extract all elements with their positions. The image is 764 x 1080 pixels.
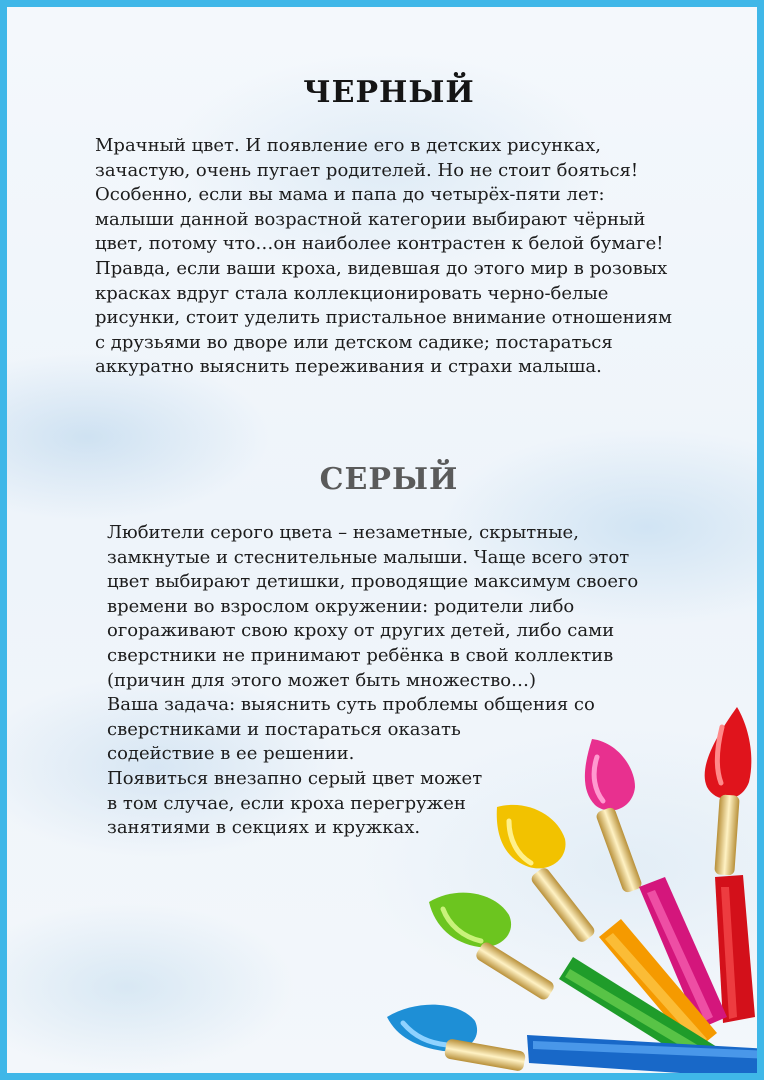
section-title-black: ЧЕРНЫЙ (303, 75, 475, 110)
text-line: малыши данной возрастной категории выбирают чёрный (95, 208, 646, 230)
text-line: времени во взрослом окружении: родители либо (107, 595, 575, 617)
section-text-black (95, 134, 672, 380)
text-line: Особенно, если вы мама и папа до четырёх-пяти лет: (95, 184, 605, 206)
text-line: рисунки, стоит уделить пристальное внимание отношениям (95, 307, 672, 329)
text-line: сверстниками и постараться оказать (107, 718, 461, 740)
text-line: цвет, потому что…он наиболее контрастен к белой бумаге! (95, 233, 664, 255)
red-brush-icon (705, 707, 755, 1023)
text-line: Ваша задача: выяснить суть проблемы общения со (107, 694, 595, 716)
text-line: аккуратно выяснить переживания и страхи малыша. (95, 356, 602, 378)
text-line: огораживают свою кроху от других детей, либо сами (107, 620, 615, 642)
text-line: цвет выбирают детишки, проводящие максимум своего (107, 571, 639, 593)
text-line: красках вдруг стала коллекционировать черно-белые (95, 282, 609, 304)
text-line: содействие в ее решении. (107, 743, 355, 765)
text-line: занятиями в секциях и кружках. (107, 817, 421, 839)
paintbrushes-icon (377, 687, 764, 1080)
text-line: Появиться внезапно серый цвет может (107, 767, 483, 789)
text-line: (причин для этого может быть множество…) (107, 669, 537, 691)
text-line: в том случае, если кроха перегружен (107, 792, 466, 814)
text-line: с друзьями во дворе или детском садике; постараться (95, 331, 613, 353)
text-line: Любители серого цвета – незаметные, скрытные, (107, 522, 579, 543)
text-line: замкнутые и стеснительные малыши. Чаще всего этот (107, 546, 630, 568)
text-line: зачастую, очень пугает родителей. Но не стоит бояться! (95, 159, 639, 181)
text-line: Мрачный цвет. И появление его в детских рисунках, (95, 135, 602, 156)
text-line: сверстники не принимают ребёнка в свой коллектив (107, 644, 614, 666)
section-title-gray: СЕРЫЙ (319, 462, 459, 497)
text-line: Правда, если ваши кроха, видевшая до этого мир в розовых (95, 257, 668, 279)
